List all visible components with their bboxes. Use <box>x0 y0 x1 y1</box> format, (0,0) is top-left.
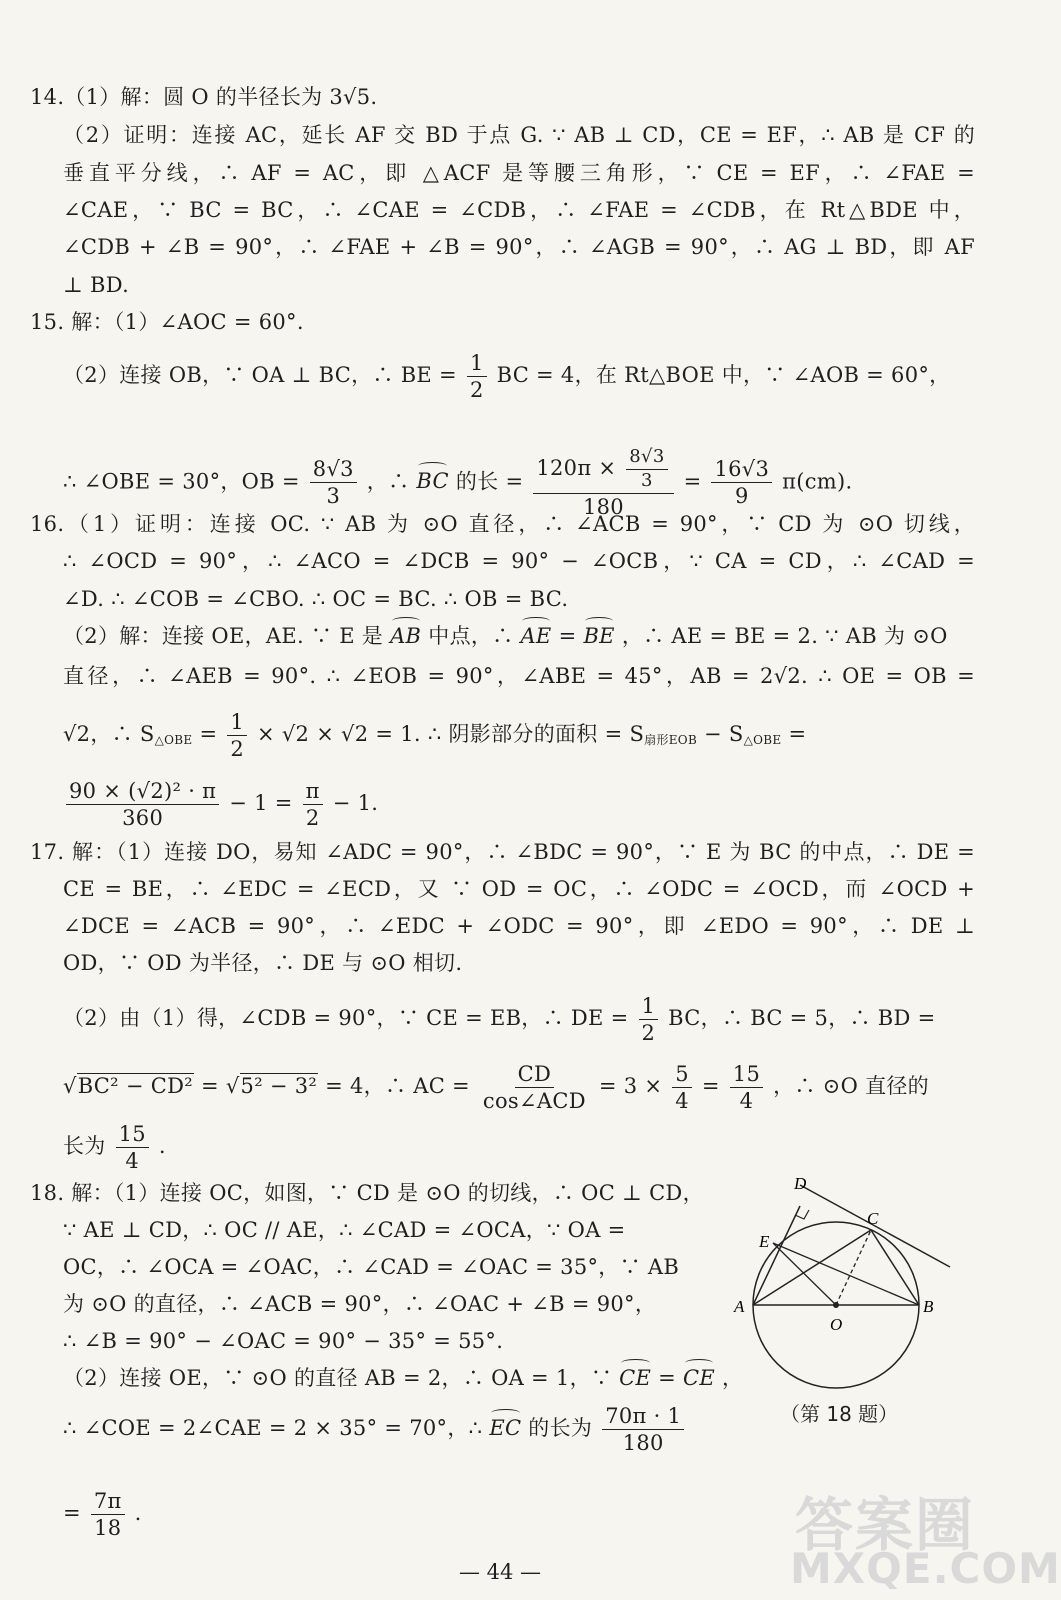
frac-num-part: 120π × <box>536 455 617 480</box>
p16-text-4b: 中点，∴ <box>428 624 514 648</box>
segment-cb <box>871 1230 919 1305</box>
p16-line-1: 16.（1）证明：连接 OC. ∵ AB 为 ⊙O 直径，∴ ∠ACB = 90°，∵ CD 为 ⊙O 切线， <box>30 512 975 536</box>
p18-line-5: ∴ ∠B = 90° − ∠OAC = 90° − 35° = 55°. <box>63 1329 504 1353</box>
p17-line-2: CE = BE，∴ ∠EDC = ∠ECD，又 ∵ OD = OC，∴ ∠ODC = ∠OCD，而 ∠OCD + <box>63 877 975 901</box>
p18-text-8b: . <box>134 1501 142 1526</box>
frac-num: 1 <box>227 711 247 736</box>
ob-fraction <box>310 458 357 507</box>
frac-den: 18 <box>94 1516 122 1541</box>
label-c: C <box>867 1209 879 1228</box>
p16-text-4d: ，∴ AE = BE = 2. ∵ AB 为 ⊙O <box>621 624 948 648</box>
p16-line-7 <box>63 780 975 829</box>
p14-line-5: ∠CDB + ∠B = 90°，∴ ∠FAE + ∠B = 90°，∴ ∠AGB = 90°，∴ AG ⊥ BD，即 AF <box>63 235 975 259</box>
p17-text-6a: = <box>200 1074 219 1099</box>
p17-text-6b: = 4，∴ AC = <box>325 1074 470 1099</box>
frac-num: CD <box>515 1063 555 1088</box>
p15-text-3b: ，∴ <box>366 469 410 494</box>
p17-line-3: ∠DCE = ∠ACB = 90°，∴ ∠EDC + ∠ODC = 90°，即 ∠EDO = 90°，∴ DE ⊥ <box>63 914 975 938</box>
p17-text-6d: = <box>701 1074 720 1099</box>
p16-text-6b: = <box>199 722 218 747</box>
label-e: E <box>759 1232 770 1251</box>
arc-length-fraction <box>602 1405 684 1454</box>
result-fraction <box>711 458 772 507</box>
label-b: B <box>923 1297 934 1316</box>
radicand: BC² − CD² <box>77 1074 193 1099</box>
fifteen-fourths-fraction <box>116 1123 149 1172</box>
p14-line-3: 垂直平分线，∴ AF = AC，即 △ACF 是等腰三角形，∵ CE = EF，∴ ∠FAE = <box>63 161 975 185</box>
p16-line-5: 直径，∴ ∠AEB = 90°. ∴ ∠EOB = 90°，∠ABE = 45°，AB = 2√2. ∴ OE = OB = <box>63 664 975 688</box>
inner-fraction <box>626 448 667 491</box>
arc-ec: EC <box>489 1413 521 1443</box>
sqrt-expression: √5² − 3² <box>225 1074 318 1099</box>
label-a: A <box>734 1297 745 1316</box>
p16-line-6 <box>63 711 975 760</box>
p15-line-3: ∴ ∠OBE = 30°，OB = $\frac{8√3}{3}$ ，∴ BC 的长 = 120π × $\frac{8√3}{3}$ 180 = $\frac{16√3}{9}$ π(cm). <box>63 446 853 519</box>
p17-text-6e: ，∴ ⊙O 直径的 <box>773 1074 929 1099</box>
radicand: 5² − 3² <box>240 1074 318 1099</box>
figure-caption: （第 18 题） <box>780 1402 899 1426</box>
p17-text-6c: = 3 × <box>598 1074 663 1099</box>
p17-line-1: 17. 解：（1）连接 DO，易知 ∠ADC = 90°，∴ ∠BDC = 90°，∵ E 为 BC 的中点，∴ DE = <box>30 840 975 864</box>
p16-line-3: ∠D. ∴ ∠COB = ∠CBO. ∴ OC = BC. ∴ OB = BC. <box>63 587 569 611</box>
frac-den: 180 <box>622 1431 664 1456</box>
label-d: D <box>794 1174 807 1193</box>
frac-num: 5 <box>672 1063 692 1088</box>
frac-den: 4 <box>675 1089 689 1114</box>
frac-den: 180 <box>582 494 624 519</box>
half-fraction <box>227 711 247 760</box>
p18-line-6 <box>63 1363 744 1393</box>
watermark-top-text: 答案圈 <box>794 1491 975 1559</box>
frac-den: 3 <box>641 469 653 491</box>
p17-text-7b: . <box>158 1134 166 1159</box>
p18-text-7a: ∴ ∠COE = 2∠CAE = 2 × 35° = 70°，∴ <box>63 1416 483 1441</box>
half-fraction <box>639 995 659 1044</box>
result-fraction <box>91 1490 125 1539</box>
p18-line-8 <box>63 1490 363 1539</box>
frac-den: 4 <box>125 1149 140 1174</box>
frac-num: 16√3 <box>711 458 772 483</box>
p14-line-2: （2）证明：连接 AC，延长 AF 交 BD 于点 G. ∵ AB ⊥ CD，CE = EF，∴ AB 是 CF 的 <box>63 123 975 147</box>
arc-bc: BC <box>416 466 449 496</box>
frac-den: 9 <box>734 484 749 509</box>
p18-line-7 <box>63 1405 723 1454</box>
arc-ce: CE <box>683 1363 715 1393</box>
p16-text-4a: （2）解：连接 OE，AE. ∵ E 是 <box>63 624 384 648</box>
frac-den: 2 <box>469 378 484 403</box>
frac-num: 8√3 <box>310 458 357 483</box>
p18-line-3: OC，∴ ∠OCA = ∠OAC，∴ ∠CAD = ∠OAC = 35°，∵ AB <box>63 1255 680 1279</box>
p14-line-1: 14.（1）解：圆 O 的半径长为 3√5. <box>30 85 378 109</box>
p18-line-2: ∵ AE ⊥ CD，∴ OC // AE，∴ ∠CAD = ∠OCA，∵ OA = <box>63 1218 626 1242</box>
arc-ab: AB <box>390 621 421 651</box>
segment-eb <box>773 1243 919 1305</box>
p16-line-4 <box>63 621 975 651</box>
p17-text-7a: 长为 <box>63 1134 106 1159</box>
p17-line-5 <box>63 995 975 1044</box>
watermark-logo <box>790 1478 1061 1598</box>
p17-line-6 <box>63 1063 975 1112</box>
p17-line-4: OD，∵ OD 为半径，∴ DE 与 ⊙O 相切. <box>63 951 463 975</box>
frac-num: 70π · 1 <box>602 1405 684 1430</box>
frac-den: 3 <box>326 484 341 509</box>
p14-line-4: ∠CAE，∵ BC = BC，∴ ∠CAE = ∠CDB，∴ ∠FAE = ∠CDB，在 Rt△BDE 中， <box>63 198 975 222</box>
p16-text-7b: − 1. <box>332 791 379 816</box>
area-fraction <box>66 780 219 829</box>
pi-half-fraction <box>303 780 323 829</box>
p16-text-6a: √2，∴ S <box>63 722 155 747</box>
p16-text-6c: × √2 × √2 = 1. ∴ 阴影部分的面积 = S <box>257 722 645 747</box>
fifteen-fourths-fraction <box>730 1063 763 1112</box>
frac-num: 1 <box>467 352 487 377</box>
p17-text-5a: （2）由（1）得，∠CDB = 90°，∵ CE = EB，∴ DE = <box>63 1006 629 1031</box>
subscript: 扇形EOB <box>644 733 698 748</box>
frac-den: 2 <box>230 737 245 762</box>
watermark-bottom-text: MXQE.COM <box>790 1544 1061 1593</box>
frac-den: 4 <box>739 1089 754 1114</box>
half-fraction <box>467 352 487 401</box>
five-fourths-fraction <box>672 1063 692 1112</box>
frac-den: cos∠ACD <box>482 1089 586 1114</box>
frac-den: 360 <box>122 806 164 831</box>
p14-line-6: ⊥ BD. <box>63 273 130 297</box>
frac-num: 15 <box>730 1063 763 1088</box>
arc-ce: CE <box>619 1363 651 1393</box>
p15-line-1: 15. 解：（1）∠AOC = 60°. <box>30 310 304 334</box>
p17-line-7 <box>63 1123 975 1172</box>
p15-text-3a: ∴ ∠OBE = 30°，OB = <box>63 469 300 494</box>
frac-num: 8√3 <box>626 448 667 470</box>
segment-eo <box>773 1243 836 1305</box>
frac-num: 1 <box>639 995 659 1020</box>
p17-text-5b: BC，∴ BC = 5，∴ BD = <box>668 1006 936 1031</box>
p15-text-3c: 的长 = <box>455 469 524 494</box>
arc-be: BE <box>583 621 614 651</box>
label-o: O <box>830 1315 843 1334</box>
p16-line-2: ∴ ∠OCD = 90°，∴ ∠ACO = ∠DCB = 90° − ∠OCB，∵ CA = CD，∴ ∠CAD = <box>63 549 975 573</box>
p15-text-3d: π(cm). <box>782 469 853 494</box>
point-o <box>833 1302 839 1308</box>
arc-ae: AE <box>520 621 551 651</box>
p18-text-6b: = <box>658 1366 677 1390</box>
frac-num: 90 × (√2)² · π <box>66 780 219 805</box>
p15-text-2b: BC = 4，在 Rt△BOE 中，∵ ∠AOB = 60°， <box>496 363 951 388</box>
p15-text-2a: （2）连接 OB，∵ OA ⊥ BC，∴ BE = <box>63 363 457 388</box>
subscript: △OBE <box>743 733 782 748</box>
p16-text-7a: − 1 = <box>229 791 293 816</box>
frac-num <box>533 448 673 494</box>
p16-text-6e: = <box>788 722 807 747</box>
subscript: △OBE <box>154 733 193 748</box>
sqrt-expression: √BC² − CD² <box>63 1074 193 1099</box>
p15-line-2 <box>63 352 975 401</box>
page-number: — 44 — <box>458 1560 542 1584</box>
p18-text-7b: 的长为 <box>528 1416 593 1441</box>
frac-den: 2 <box>641 1021 656 1046</box>
p18-text-8a: = <box>63 1501 81 1526</box>
p18-line-4: 为 ⊙O 的直径，∴ ∠ACB = 90°，∴ ∠OAC + ∠B = 90°， <box>63 1292 657 1316</box>
p16-text-6d: − S <box>704 722 744 747</box>
p18-text-6c: ， <box>722 1366 744 1390</box>
arc-length-fraction <box>533 448 673 518</box>
cos-fraction <box>480 1063 589 1112</box>
frac-num: π <box>303 780 323 805</box>
frac-num: 15 <box>116 1123 149 1148</box>
p18-line-1: 18. 解：（1）连接 OC，如图，∵ CD 是 ⊙O 的切线，∴ OC ⊥ CD， <box>30 1181 704 1205</box>
p16-text-4c: = <box>558 624 577 648</box>
p18-text-6a: （2）连接 OE，∵ ⊙O 的直径 AB = 2，∴ OA = 1，∵ <box>63 1366 613 1390</box>
frac-num: 7π <box>91 1490 125 1515</box>
frac-den: 2 <box>305 806 320 831</box>
